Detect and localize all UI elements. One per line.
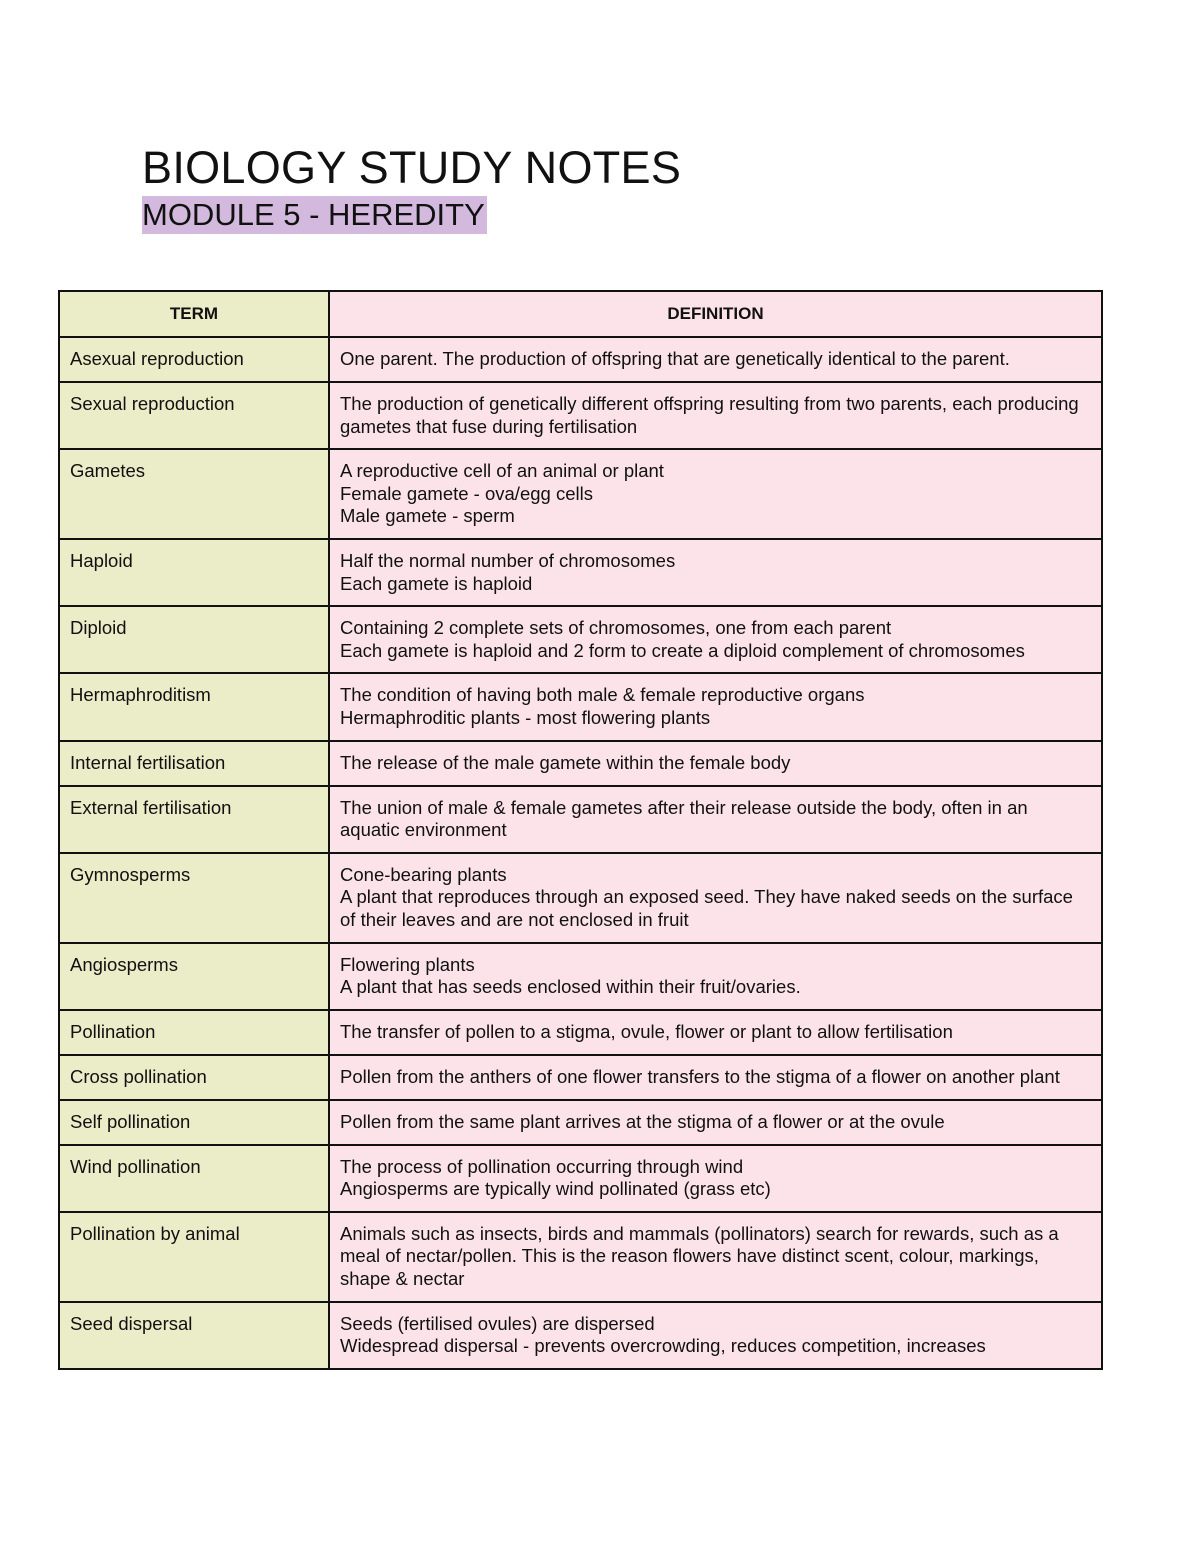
definition-line: Flowering plants: [340, 953, 475, 975]
table-row: [59, 943, 1102, 1010]
terms-table-body: [59, 337, 1102, 1369]
term-cell: Asexual reproduction: [59, 337, 329, 382]
term-cell: Gymnosperms: [59, 853, 329, 943]
table-row: [59, 786, 1102, 853]
table-row: [59, 673, 1102, 740]
table-row: [59, 741, 1102, 786]
definition-cell: [329, 1212, 1102, 1302]
table-row: [59, 1055, 1102, 1100]
definition-cell: [329, 1055, 1102, 1100]
term-cell: Diploid: [59, 606, 329, 673]
definition-line: Each gamete is haploid and 2 form to create a diploid complement of chromosomes: [340, 639, 1025, 661]
definition-cell: [329, 1302, 1102, 1369]
definition-cell: [329, 606, 1102, 673]
table-row: [59, 1302, 1102, 1369]
term-column-header: TERM: [59, 291, 329, 337]
term-cell: Gametes: [59, 449, 329, 539]
definition-cell: [329, 449, 1102, 539]
definition-column-header: DEFINITION: [329, 291, 1102, 337]
term-cell: Sexual reproduction: [59, 382, 329, 449]
definition-line: Pollen from the anthers of one flower transfers to the stigma of a flower on another plant: [340, 1065, 1060, 1087]
definition-cell: [329, 786, 1102, 853]
definition-line: Animals such as insects, birds and mammals (pollinators) search for rewards, such as a meal of nectar/pollen. This is the reason flowers have distinct scent, colour, markings, shape & nectar: [340, 1222, 1059, 1290]
definition-line: The condition of having both male & female reproductive organs: [340, 684, 865, 706]
definition-line: The production of genetically different offspring resulting from two parents, each producing gametes that fuse during fertilisation: [340, 393, 1079, 437]
page-title: BIOLOGY STUDY NOTES: [142, 142, 682, 193]
table-row: [59, 382, 1102, 449]
definition-cell: [329, 1010, 1102, 1055]
table-row: [59, 539, 1102, 606]
definition-line: Each gamete is haploid: [340, 572, 533, 594]
table-row: [59, 1145, 1102, 1212]
definition-line: The transfer of pollen to a stigma, ovule, flower or plant to allow fertilisation: [340, 1020, 953, 1042]
table-row: [59, 1100, 1102, 1145]
terms-table: [58, 290, 1103, 1370]
term-cell: Self pollination: [59, 1100, 329, 1145]
definition-cell: [329, 741, 1102, 786]
term-cell: Haploid: [59, 539, 329, 606]
term-cell: Internal fertilisation: [59, 741, 329, 786]
definition-line: The process of pollination occurring through wind: [340, 1155, 744, 1177]
definition-line: The union of male & female gametes after their release outside the body, often in an aquatic environment: [340, 796, 1028, 841]
module-subtitle: MODULE 5 - HEREDITY: [142, 197, 485, 232]
definition-cell: [329, 1145, 1102, 1212]
definition-line: Widespread dispersal - prevents overcrowding, reduces competition, increases: [340, 1335, 986, 1357]
definition-line: Half the normal number of chromosomes: [340, 549, 676, 571]
table-header-row: [59, 291, 1102, 337]
table-row: [59, 1010, 1102, 1055]
term-cell: External fertilisation: [59, 786, 329, 853]
definition-line: Pollen from the same plant arrives at the stigma of a flower or at the ovule: [340, 1110, 945, 1132]
term-cell: Pollination by animal: [59, 1212, 329, 1302]
definition-line: Seeds (fertilised ovules) are dispersed: [340, 1312, 655, 1334]
table-row: [59, 1212, 1102, 1302]
definition-line: The release of the male gamete within the female body: [340, 751, 791, 773]
term-cell: Seed dispersal: [59, 1302, 329, 1369]
definition-cell: [329, 853, 1102, 943]
definition-line: Cone-bearing plants: [340, 863, 507, 885]
term-cell: Hermaphroditism: [59, 673, 329, 740]
definition-cell: [329, 337, 1102, 382]
definition-line: Containing 2 complete sets of chromosomes, one from each parent: [340, 617, 892, 639]
definition-line: A plant that has seeds enclosed within their fruit/ovaries.: [340, 976, 801, 998]
table-row: [59, 606, 1102, 673]
definition-cell: [329, 943, 1102, 1010]
term-cell: Angiosperms: [59, 943, 329, 1010]
definition-cell: [329, 1100, 1102, 1145]
definition-line: Male gamete - sperm: [340, 505, 515, 527]
definition-line: Hermaphroditic plants - most flowering plants: [340, 706, 711, 728]
definition-line: A plant that reproduces through an exposed seed. They have naked seeds on the surface of their leaves and are not enclosed in fruit: [340, 886, 1073, 930]
term-cell: Pollination: [59, 1010, 329, 1055]
definition-line: One parent. The production of offspring that are genetically identical to the parent.: [340, 348, 1010, 369]
term-cell: Cross pollination: [59, 1055, 329, 1100]
term-cell: Wind pollination: [59, 1145, 329, 1212]
definition-line: Angiosperms are typically wind pollinated (grass etc): [340, 1178, 771, 1200]
table-row: [59, 337, 1102, 382]
definition-cell: [329, 539, 1102, 606]
definition-cell: [329, 673, 1102, 740]
table-row: [59, 449, 1102, 539]
definition-line: A reproductive cell of an animal or plant: [340, 460, 664, 482]
table-row: [59, 853, 1102, 943]
definition-line: Female gamete - ova/egg cells: [340, 482, 593, 504]
definition-cell: [329, 382, 1102, 449]
